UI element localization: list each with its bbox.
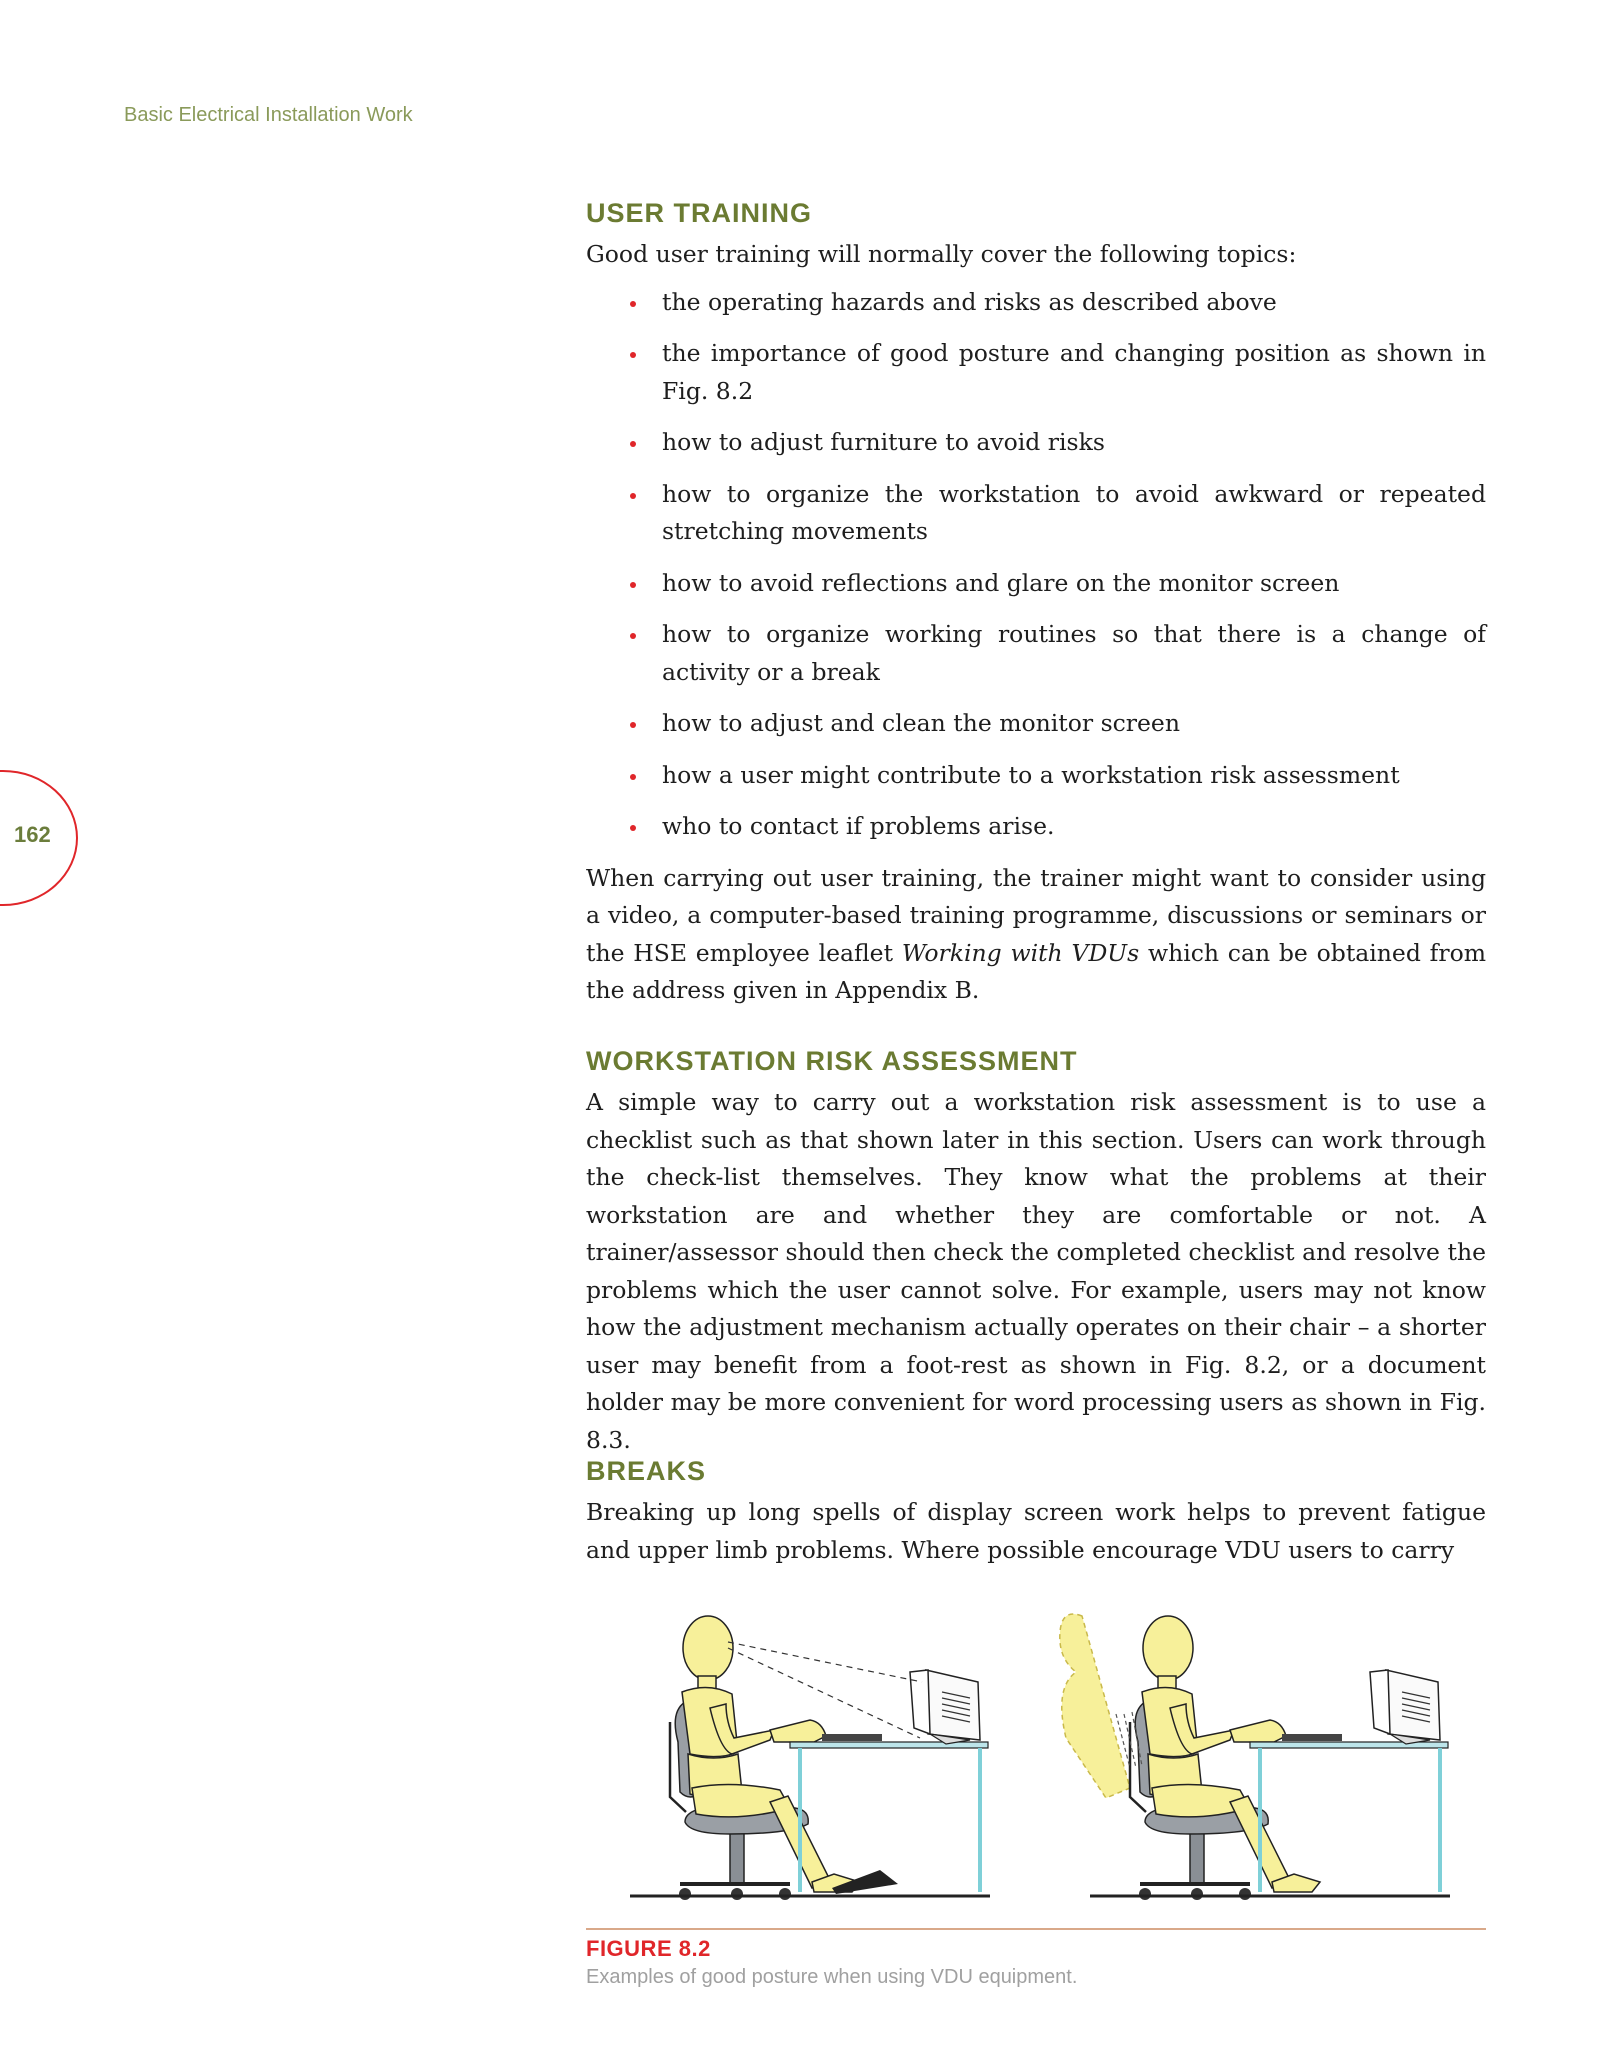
list-item: the operating hazards and risks as described above	[586, 284, 1486, 322]
figure-caption: Examples of good posture when using VDU equipment.	[586, 1966, 1078, 1988]
intro-paragraph: Good user training will normally cover the following topics:	[586, 240, 1297, 268]
right-posture-figure	[1060, 1614, 1450, 1900]
running-head: Basic Electrical Installation Work	[124, 104, 413, 126]
list-item: who to contact if problems arise.	[586, 808, 1486, 846]
leaflet-title: Working with VDUs	[901, 938, 1140, 967]
bullet-dot-icon	[630, 825, 636, 831]
figure-label: FIGURE 8.2	[586, 1936, 711, 1961]
list-item: how to organize the workstation to avoid awkward or repeated stretching movements	[586, 476, 1486, 551]
figure-rule	[586, 1928, 1486, 1930]
heading-risk-assessment: WORKSTATION RISK ASSESSMENT	[586, 1046, 1078, 1076]
breaks-paragraph: Breaking up long spells of display screen work helps to prevent fatigue and upper limb problems. Where possible encourage VDU users to carry	[586, 1498, 1486, 1564]
left-posture-figure	[630, 1616, 990, 1900]
bullet-dot-icon	[630, 352, 636, 358]
bullet-dot-icon	[630, 722, 636, 728]
list-item: how to organize working routines so that there is a change of activity or a break	[586, 616, 1486, 691]
section-risk-assessment	[586, 1044, 1486, 1459]
bullet-dot-icon	[630, 493, 636, 499]
posture-illustration	[630, 1598, 1450, 1914]
list-item: how a user might contribute to a workstation risk assessment	[586, 757, 1486, 795]
closing-paragraph: When carrying out user training, the trainer might want to consider using a video, a computer-based training programme, discussions or seminars or the HSE employee leaflet Working with VDUs which can be obtained from the address given in Appendix B.	[586, 863, 1487, 1004]
bullet-dot-icon	[630, 582, 636, 588]
topic-list	[586, 284, 1486, 846]
bullet-dot-icon	[630, 301, 636, 307]
section-user-training	[586, 196, 1486, 1010]
section-breaks	[586, 1454, 1486, 1569]
bullet-dot-icon	[630, 441, 636, 447]
list-item: how to adjust and clean the monitor screen	[586, 705, 1486, 743]
bullet-dot-icon	[630, 633, 636, 639]
list-item: the importance of good posture and changing position as shown in Fig. 8.2	[586, 335, 1486, 410]
heading-user-training: USER TRAINING	[586, 198, 813, 228]
risk-assessment-paragraph: A simple way to carry out a workstation risk assessment is to use a checklist such as that shown later in this section. Users can work through the check-list themselves. They know what the problems at their workstation are and whether they are comfortable or not. A trainer/assessor should then check the completed checklist and resolve the problems which the user cannot solve. For example, users may not know how the adjustment mechanism actually operates on their chair – a shorter user may benefit from a foot-rest as shown in Fig. 8.2, or a document holder may be more convenient for word processing users as shown in Fig. 8.3.	[586, 1088, 1486, 1454]
bullet-dot-icon	[630, 774, 636, 780]
list-item: how to avoid reflections and glare on the monitor screen	[586, 565, 1486, 603]
page-number: 162	[14, 822, 51, 847]
heading-breaks: BREAKS	[586, 1456, 707, 1486]
list-item: how to adjust furniture to avoid risks	[586, 424, 1486, 462]
